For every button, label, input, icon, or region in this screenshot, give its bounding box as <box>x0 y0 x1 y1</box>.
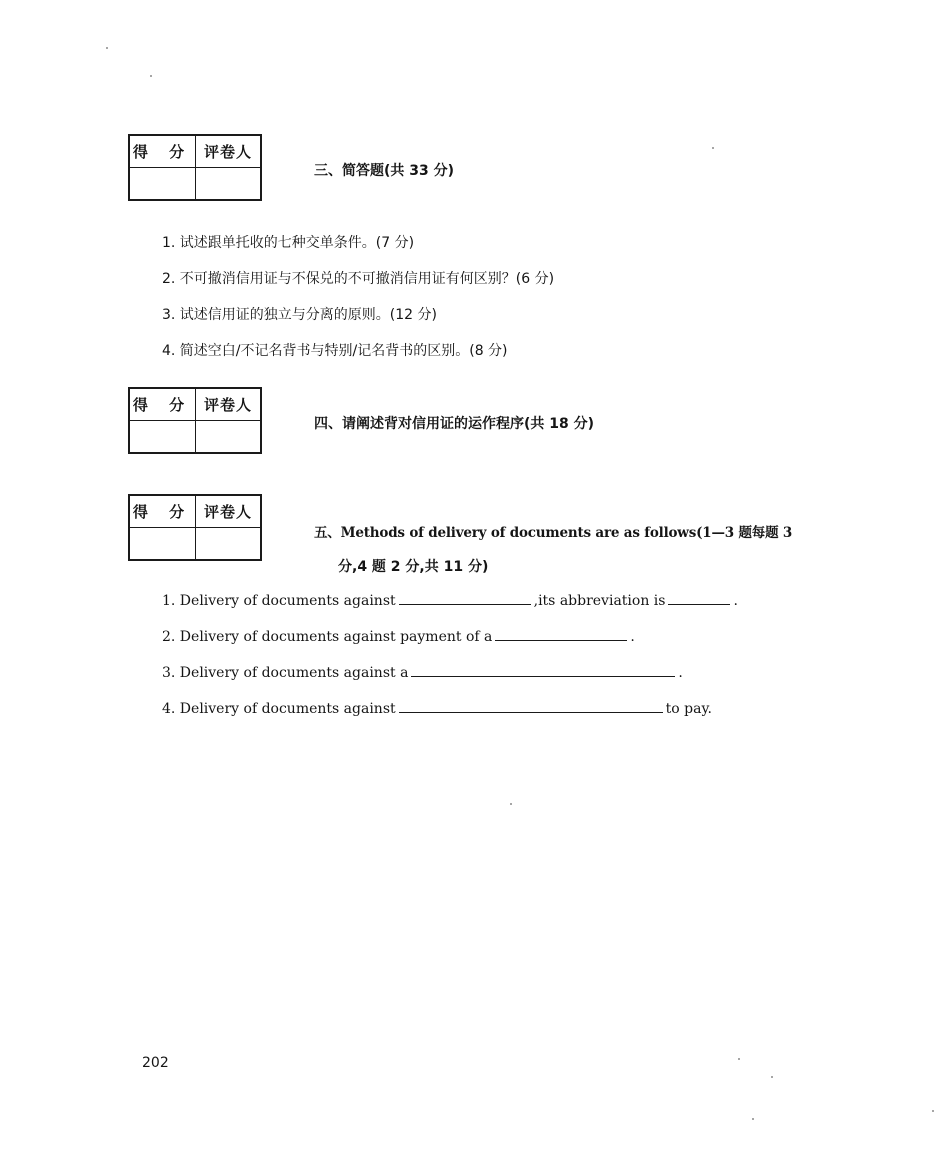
question-text: 2. Delivery of documents against payment of a <box>162 629 493 645</box>
grader-cell <box>196 421 260 452</box>
question-text: 1. Delivery of documents against <box>162 593 396 609</box>
score-cell <box>130 528 196 559</box>
grader-label: 评卷人 <box>196 389 260 421</box>
question-item: 4. 简述空白/不记名背书与特别/记名背书的区别。(8 分) <box>162 343 508 359</box>
grader-cell <box>196 168 260 199</box>
fill-in-question <box>162 628 635 645</box>
scan-speck <box>510 803 512 805</box>
question-text: ,its abbreviation is <box>533 593 666 609</box>
scan-speck <box>738 1058 740 1060</box>
question-end: . <box>630 629 635 645</box>
section-title: 四、请阐述背对信用证的运作程序(共 18 分) <box>314 416 595 432</box>
answer-blank[interactable] <box>399 592 531 605</box>
score-cell <box>130 421 196 452</box>
scan-speck <box>752 1118 754 1120</box>
section-title-continued: 分,4 题 2 分,共 11 分) <box>338 559 489 575</box>
answer-blank[interactable] <box>668 592 730 605</box>
scan-speck <box>106 47 108 49</box>
fill-in-question <box>162 664 683 681</box>
question-text: 3. Delivery of documents against a <box>162 665 409 681</box>
question-item: 1. 试述跟单托收的七种交单条件。(7 分) <box>162 235 415 251</box>
scan-speck <box>150 75 152 77</box>
scan-speck <box>771 1076 773 1078</box>
scan-speck <box>932 1110 934 1112</box>
answer-blank[interactable] <box>495 628 627 641</box>
section-title: 五、Methods of delivery of documents are as follows(1—3 题每题 3 <box>314 525 793 541</box>
answer-blank[interactable] <box>411 664 675 677</box>
grader-label: 评卷人 <box>196 136 260 168</box>
question-end: to pay. <box>665 701 712 717</box>
scan-speck <box>712 147 714 149</box>
fill-in-question <box>162 592 738 609</box>
grader-label: 评卷人 <box>196 496 260 528</box>
score-box <box>128 494 262 561</box>
score-box <box>128 387 262 454</box>
score-box <box>128 134 262 201</box>
fill-in-question <box>162 700 712 717</box>
answer-blank[interactable] <box>399 700 663 713</box>
score-label: 得 分 <box>130 496 196 528</box>
question-end: . <box>733 593 738 609</box>
section-title: 三、简答题(共 33 分) <box>314 163 455 179</box>
question-item: 2. 不可撤消信用证与不保兑的不可撤消信用证有何区别？(6 分) <box>162 271 555 287</box>
question-text: 4. Delivery of documents against <box>162 701 396 717</box>
page-number: 202 <box>142 1055 169 1071</box>
score-label: 得 分 <box>130 136 196 168</box>
score-label: 得 分 <box>130 389 196 421</box>
question-end: . <box>678 665 683 681</box>
score-cell <box>130 168 196 199</box>
question-item: 3. 试述信用证的独立与分离的原则。(12 分) <box>162 307 437 323</box>
grader-cell <box>196 528 260 559</box>
